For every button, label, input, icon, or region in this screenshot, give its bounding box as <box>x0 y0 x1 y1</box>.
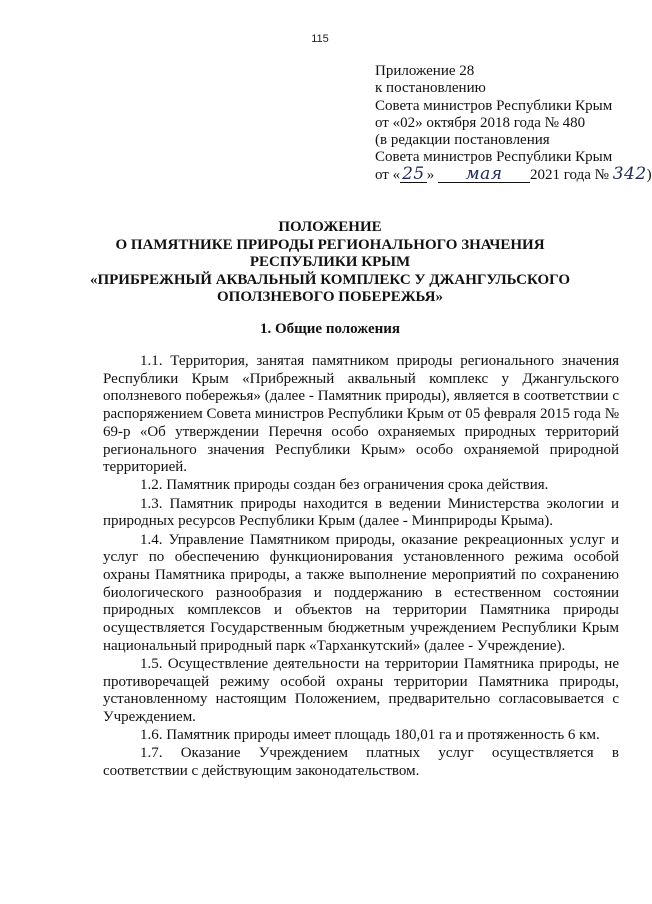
annex-line: от «02» октября 2018 года № 480 <box>375 114 586 131</box>
date-prefix: от « <box>375 166 401 183</box>
title-line: «ПРИБРЕЖНЫЙ АКВАЛЬНЫЙ КОМПЛЕКС У ДЖАНГУЛЬСКОГО <box>89 271 571 288</box>
title-line: ПОЛОЖЕНИЕ <box>278 219 382 235</box>
handwritten-month: мая <box>438 167 530 183</box>
paragraph: 1.1. Территория, занятая памятником природы регионального значения Республики Крым «Прибрежный аквальный комплекс у Джангульского оползневого побережья» (далее - Памятник природы), является в соответствии с распоряжением Совета министров Республики Крым от 05 февраля 2015 года № 69-р «Об утверждении Перечня особо охраняемых природных территорий регионального значения Республики Крым» особо охраняемой природной территорией. <box>103 353 619 476</box>
paragraph: 1.2. Памятник природы создан без ограничения срока действия. <box>140 477 549 494</box>
paragraph: 1.4. Управление Памятником природы, оказание рекреационных услуг и услуг по обеспечению функционирования установленного режима особой охраны Памятника природы, а также выполнение мероприятий по сохранению биологического разнообразия и поддержанию в естественном состоянии природных комплексов и объектов на территории Памятника природы осуществляется Государственным бюджетным учреждением Республики Крым национальный природный парк «Тарханкутский» (далее - Учреждение). <box>103 531 619 654</box>
title-line: РЕСПУБЛИКИ КРЫМ <box>249 254 411 270</box>
annex-line: Совета министров Республики Крым <box>375 149 613 166</box>
section-heading: 1. Общие положения <box>259 321 401 337</box>
paragraph: 1.6. Памятник природы имеет площадь 180,01 га и протяженность 6 км. <box>140 727 600 744</box>
paragraph: 1.7. Оказание Учреждением платных услуг осуществляется в соответствии с действующим законодательством. <box>103 745 619 780</box>
title-line: О ПАМЯТНИКЕ ПРИРОДЫ РЕГИОНАЛЬНОГО ЗНАЧЕНИЯ <box>115 236 545 253</box>
annex-line: (в редакции постановления <box>375 132 550 149</box>
annex-line: Приложение 28 <box>375 63 475 79</box>
annex-line: к постановлению <box>375 80 486 97</box>
paragraph: 1.3. Памятник природы находится в ведении Министерства экологии и природных ресурсов Республики Крым (далее - Минприроды Крыма). <box>103 495 619 530</box>
page-number: 115 <box>311 33 329 45</box>
date-suffix: ) <box>646 166 652 183</box>
handwritten-number: 342 <box>612 163 647 184</box>
document-title <box>40 219 620 307</box>
amendment-date-line <box>375 163 652 184</box>
paragraph: 1.5. Осуществление деятельности на территории Памятника природы, не противоречащей режиму особой охраны территории Памятника природы, установленному настоящим Положением, предварительно согласовывается с Учреждением. <box>103 655 619 726</box>
date-year: 2021 года № <box>530 166 609 183</box>
date-mid: » <box>426 166 435 183</box>
title-line: ОПОЛЗНЕВОГО ПОБЕРЕЖЬЯ» <box>217 289 443 305</box>
handwritten-day: 25 <box>402 163 425 184</box>
annex-header <box>375 63 652 184</box>
annex-line: Совета министров Республики Крым <box>375 97 613 114</box>
body-text <box>103 353 619 781</box>
